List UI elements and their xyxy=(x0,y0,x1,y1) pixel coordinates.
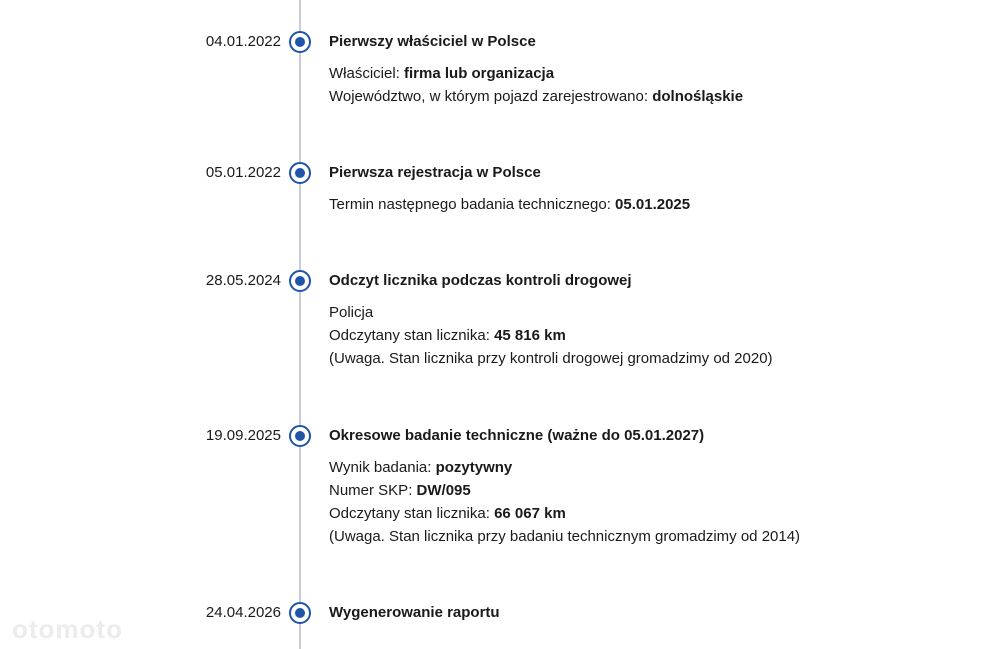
detail-label: (Uwaga. Stan licznika przy kontroli drogowej gromadzimy od 2020) xyxy=(329,350,773,367)
event-date: 19.09.2025 xyxy=(205,427,281,444)
detail-value: 66 067 km xyxy=(494,505,566,522)
detail-value: dolnośląskie xyxy=(652,88,744,105)
detail-value: firma lub organizacja xyxy=(404,65,555,82)
detail-label: Termin następnego badania technicznego: xyxy=(329,196,616,213)
detail-label: Odczytany stan licznika: xyxy=(329,327,495,344)
event-details xyxy=(329,301,969,370)
event-content xyxy=(329,269,969,370)
timeline-dot-icon xyxy=(289,602,311,624)
event-content xyxy=(329,424,969,548)
event-title: Pierwszy właściciel w Polsce xyxy=(329,33,536,50)
event-date: 28.05.2024 xyxy=(205,272,281,289)
detail-value: 05.01.2025 xyxy=(615,196,691,213)
detail-line xyxy=(329,301,969,324)
watermark-logo: otomoto xyxy=(12,614,123,644)
timeline-dot-icon xyxy=(289,425,311,447)
detail-line xyxy=(329,62,969,85)
event-title: Odczyt licznika podczas kontroli drogowej xyxy=(329,272,632,289)
detail-line xyxy=(329,525,969,548)
event-details xyxy=(329,193,969,216)
event-date: 04.01.2022 xyxy=(205,33,281,50)
event-title: Okresowe badanie techniczne (ważne do 05.01.2027) xyxy=(329,427,705,444)
detail-label: Policja xyxy=(329,304,374,321)
event-content xyxy=(329,30,969,108)
event-content xyxy=(329,601,969,624)
event-content xyxy=(329,161,969,216)
detail-label: Województwo, w którym pojazd zarejestrowano: xyxy=(329,88,653,105)
timeline-line xyxy=(299,0,301,649)
timeline-dot-icon xyxy=(289,270,311,292)
detail-line xyxy=(329,456,969,479)
detail-line xyxy=(329,85,969,108)
timeline-dot-icon xyxy=(289,162,311,184)
detail-value: pozytywny xyxy=(435,459,513,476)
event-title: Wygenerowanie raportu xyxy=(329,604,500,621)
detail-label: (Uwaga. Stan licznika przy badaniu technicznym gromadzimy od 2014) xyxy=(329,528,801,545)
detail-label: Odczytany stan licznika: xyxy=(329,505,495,522)
detail-line xyxy=(329,193,969,216)
detail-value: DW/095 xyxy=(416,482,471,499)
event-details xyxy=(329,456,969,548)
event-date: 24.04.2026 xyxy=(205,604,281,621)
event-date: 05.01.2022 xyxy=(205,164,281,181)
detail-value: 45 816 km xyxy=(494,327,566,344)
detail-line xyxy=(329,502,969,525)
event-details xyxy=(329,62,969,108)
timeline-dot-icon xyxy=(289,31,311,53)
detail-label: Numer SKP: xyxy=(329,482,417,499)
detail-line xyxy=(329,347,969,370)
detail-line xyxy=(329,479,969,502)
detail-label: Właściciel: xyxy=(329,65,405,82)
event-title: Pierwsza rejestracja w Polsce xyxy=(329,164,541,181)
detail-line xyxy=(329,324,969,347)
detail-label: Wynik badania: xyxy=(329,459,436,476)
